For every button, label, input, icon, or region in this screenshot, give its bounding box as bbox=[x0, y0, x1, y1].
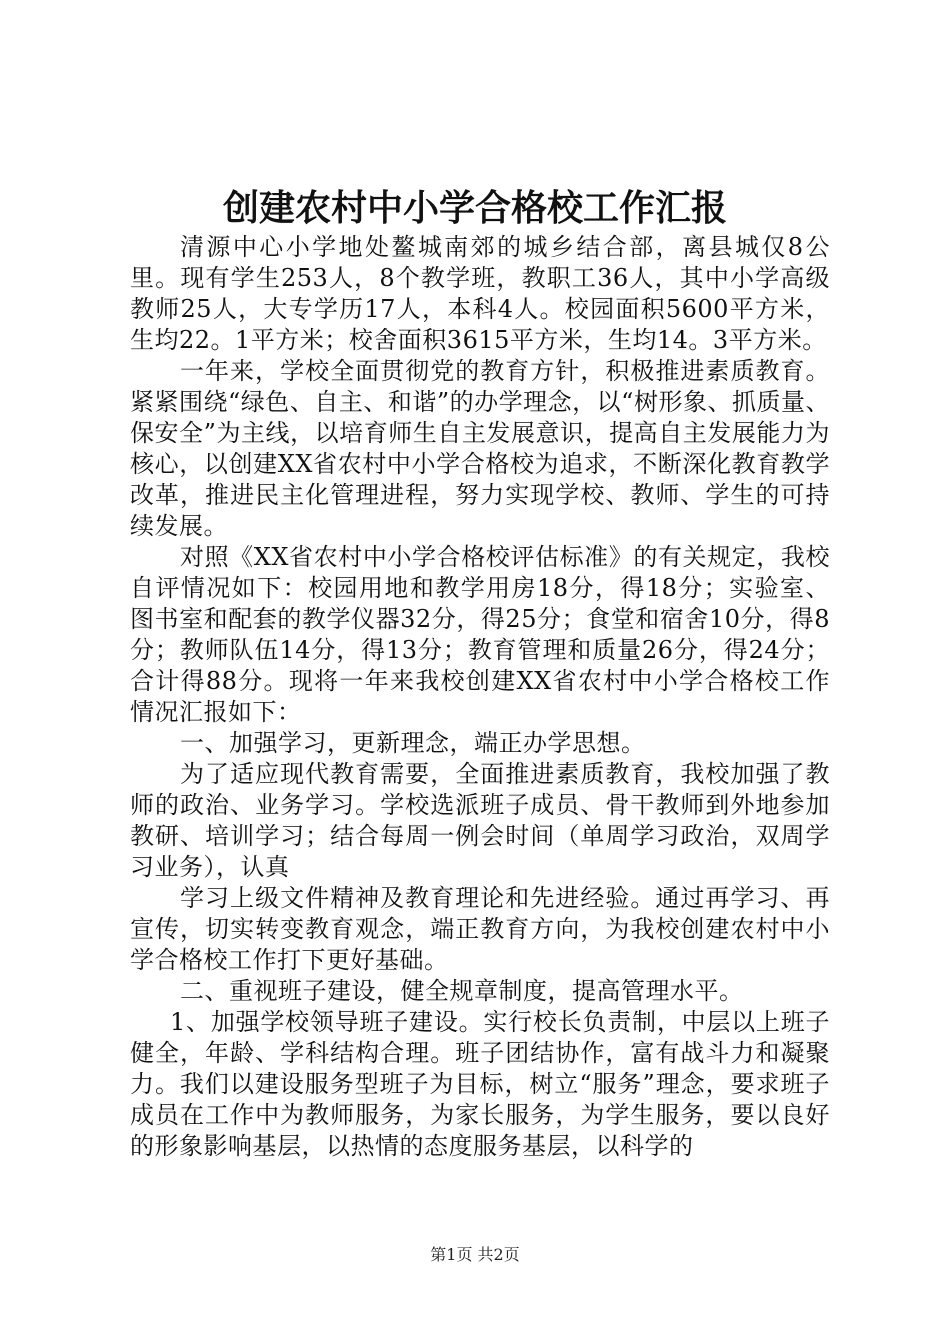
section-heading-one: 一、加强学习，更新理念，端正办学思想。 bbox=[180, 729, 646, 757]
paragraph-study: 为了适应现代教育需要，全面推进素质教育，我校加强了教师的政治、业务学习。学校选派班子成员、骨干教师到外地参加教研、培训学习；结合每周一例会时间（单周学习政治，双周学习业务），认真 bbox=[130, 760, 830, 881]
paragraph-study-continued: 学习上级文件精神及教育理论和先进经验。通过再学习、再宣传，切实转变教育观念，端正教育方向，为我校创建农村中小学合格校工作打下更好基础。 bbox=[130, 884, 830, 974]
document-title: 创建农村中小学合格校工作汇报 bbox=[222, 187, 727, 229]
paragraph-school-overview: 清源中心小学地处鳌城南郊的城乡结合部，离县城仅8公里。现有学生253人，8个教学班，教职工36人，其中小学高级教师25人，大专学历17人，本科4人。校园面积5600平方米，生均22。1平方米；校舍面积3615平方米，生均14。3平方米。 bbox=[130, 233, 830, 354]
paragraph-self-evaluation: 对照《XX省农村中小学合格校评估标准》的有关规定，我校自评情况如下：校园用地和教学用房18分，得18分；实验室、图书室和配套的教学仪器32分，得25分；食堂和宿舍10分，得8分；教师队伍14分，得13分；教育管理和质量26分，得24分；合计得88分。现将一年来我校创建XX省农村中小学合格校工作情况汇报如下： bbox=[130, 543, 830, 726]
paragraph-leadership: 1、加强学校领导班子建设。实行校长负责制，中层以上班子健全，年龄、学科结构合理。班子团结协作，富有战斗力和凝聚力。我们以建设服务型班子为目标，树立“服务”理念，要求班子成员在工作中为教师服务，为家长服务，为学生服务，要以良好的形象影响基层，以热情的态度服务基层，以科学的 bbox=[130, 1008, 830, 1160]
document-body bbox=[130, 232, 830, 1162]
page-footer: 第1页 共2页 bbox=[430, 1245, 520, 1264]
section-heading-two: 二、重视班子建设，健全规章制度，提高管理水平。 bbox=[180, 977, 744, 1005]
paragraph-year-summary: 一年来，学校全面贯彻党的教育方针，积极推进素质教育。紧紧围绕“绿色、自主、和谐”的办学理念，以“树形象、抓质量、保安全”为主线，以培育师生自主发展意识，提高自主发展能力为核心，以创建XX省农村中小学合格校为追求，不断深化教育教学改革，推进民主化管理进程，努力实现学校、教师、学生的可持续发展。 bbox=[130, 357, 830, 540]
